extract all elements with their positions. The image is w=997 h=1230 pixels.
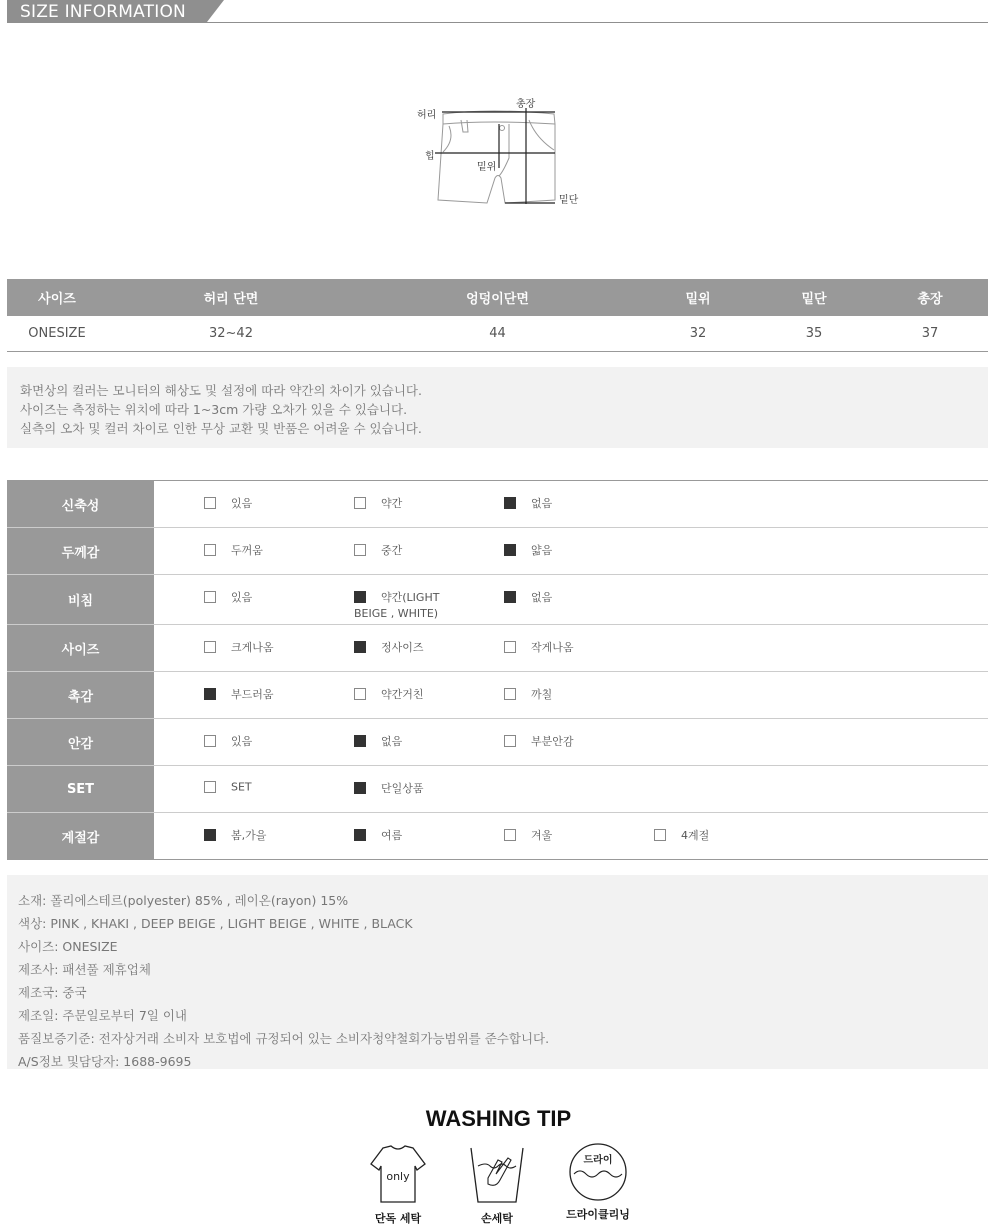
unchecked-box-icon[interactable] (504, 641, 516, 653)
attribute-option-label: 단일상품 (381, 782, 424, 795)
dry-clean-text: 드라이 (583, 1155, 613, 1166)
size-table-header: 총장 (872, 279, 988, 316)
notice-line: 화면상의 컬러는 모니터의 해상도 및 설정에 따라 약간의 차이가 있습니다. (20, 383, 422, 398)
attribute-option (354, 495, 402, 511)
attribute-name: 촉감 (7, 672, 154, 718)
attribute-option-label: 봄,가을 (231, 829, 267, 842)
rise-label: 밑위 (477, 162, 497, 173)
notice-box (7, 367, 988, 448)
table-cell: 32~42 (107, 316, 355, 352)
unchecked-box-icon[interactable] (354, 544, 366, 556)
attribute-option-label: 없음 (381, 735, 403, 748)
attribute-option-label: 작게나옴 (531, 641, 574, 654)
info-country: 제조국: 중국 (18, 985, 87, 1000)
washing-tip-title: WASHING TIP (425, 1106, 572, 1131)
attribute-row (7, 625, 988, 672)
checked-box-icon[interactable] (204, 829, 216, 841)
attribute-option (204, 827, 266, 843)
attribute-row (7, 719, 988, 766)
attribute-option (654, 827, 709, 843)
table-cell: 35 (756, 316, 872, 352)
attribute-option-label: 중간 (381, 544, 403, 557)
info-colors: 색상: PINK , KHAKI , DEEP BEIGE , LIGHT BEIGE , WHITE , BLACK (18, 916, 413, 931)
checked-box-icon[interactable] (504, 591, 516, 603)
attribute-name: 사이즈 (7, 625, 154, 671)
attribute-name: 안감 (7, 719, 154, 765)
checked-box-icon[interactable] (504, 544, 516, 556)
attribute-option (504, 733, 574, 749)
checked-box-icon[interactable] (354, 735, 366, 747)
unchecked-box-icon[interactable] (504, 688, 516, 700)
attribute-row (7, 813, 988, 860)
attribute-option (354, 542, 402, 558)
checked-box-icon[interactable] (204, 688, 216, 700)
attribute-option (354, 780, 424, 796)
attribute-option-label: 두꺼움 (231, 544, 263, 557)
attribute-option (504, 827, 552, 843)
table-cell: ONESIZE (7, 316, 107, 352)
attribute-option (504, 495, 552, 511)
wash-label-dry: 드라이클리닝 (566, 1208, 630, 1221)
table-row (7, 316, 988, 352)
unchecked-box-icon[interactable] (504, 829, 516, 841)
attribute-name: 계절감 (7, 813, 154, 859)
attribute-option-label: 까칠 (531, 688, 553, 701)
checked-box-icon[interactable] (354, 641, 366, 653)
section-header-rule (7, 22, 988, 23)
attribute-option-label: 약간거친 (381, 688, 424, 701)
attribute-option-label: 부드러움 (231, 688, 274, 701)
dry-clean-icon (568, 1142, 628, 1202)
attribute-option-label: 크게나옴 (231, 641, 274, 654)
unchecked-box-icon[interactable] (204, 781, 216, 793)
attribute-option (354, 733, 402, 749)
size-table-header: 허리 단면 (107, 279, 355, 316)
info-manufacture-date: 제조일: 주문일로부터 7일 이내 (18, 1008, 187, 1023)
attribute-option-label: 있음 (231, 497, 253, 510)
shorts-measurement-diagram (405, 90, 595, 215)
attribute-row (7, 766, 988, 813)
size-table-header: 밑단 (756, 279, 872, 316)
size-table (7, 279, 988, 352)
attribute-option (204, 589, 252, 605)
attribute-row (7, 672, 988, 719)
wash-label-alone: 단독 세탁 (374, 1212, 422, 1225)
attribute-option (204, 686, 274, 702)
checked-box-icon[interactable] (504, 497, 516, 509)
checked-box-icon[interactable] (354, 782, 366, 794)
hand-wash-icon (468, 1144, 526, 1206)
attribute-option-label: 약간 (381, 497, 403, 510)
unchecked-box-icon[interactable] (354, 497, 366, 509)
unchecked-box-icon[interactable] (354, 688, 366, 700)
size-table-header: 사이즈 (7, 279, 107, 316)
unchecked-box-icon[interactable] (204, 735, 216, 747)
attribute-option-label: 없음 (531, 497, 553, 510)
tshirt-only-text: only (386, 1170, 410, 1183)
info-manufacturer: 제조사: 패션풀 제휴업체 (18, 962, 151, 977)
attribute-option (504, 542, 552, 558)
unchecked-box-icon[interactable] (204, 591, 216, 603)
attribute-option (504, 686, 552, 702)
unchecked-box-icon[interactable] (204, 641, 216, 653)
table-cell: 37 (872, 316, 988, 352)
attribute-option (204, 495, 252, 511)
unchecked-box-icon[interactable] (654, 829, 666, 841)
checked-box-icon[interactable] (354, 591, 366, 603)
product-info-box (7, 875, 988, 1069)
waist-label: 허리 (417, 110, 437, 121)
attribute-row (7, 528, 988, 575)
notice-line: 실측의 오차 및 컬러 차이로 인한 무상 교환 및 반품은 어려울 수 있습니다. (20, 421, 422, 436)
unchecked-box-icon[interactable] (504, 735, 516, 747)
attribute-option-label: 여름 (381, 829, 403, 842)
attribute-option-label: 얇음 (531, 544, 553, 557)
info-as-contact: A/S정보 및담당자: 1688-9695 (18, 1054, 192, 1069)
info-size: 사이즈: ONESIZE (18, 939, 118, 954)
table-cell: 32 (640, 316, 756, 352)
total-length-label: 총장 (516, 99, 536, 110)
attribute-option (354, 827, 402, 843)
hem-label: 밑단 (559, 195, 579, 206)
attribute-option (354, 639, 424, 655)
attribute-option-label-continued: BEIGE , WHITE) (354, 607, 439, 620)
size-table-header: 밑위 (640, 279, 756, 316)
attribute-option (354, 686, 424, 702)
unchecked-box-icon[interactable] (204, 497, 216, 509)
attribute-option (354, 589, 439, 620)
attribute-name: SET (7, 766, 154, 812)
info-material: 소재: 폴리에스테르(polyester) 85% , 레이온(rayon) 15% (18, 893, 349, 908)
section-header-title: SIZE INFORMATION (20, 2, 186, 22)
attribute-option (504, 639, 574, 655)
attribute-option-label: 약간(LIGHT (381, 591, 440, 604)
unchecked-box-icon[interactable] (204, 544, 216, 556)
attribute-name: 신축성 (7, 481, 154, 527)
size-table-header-row (7, 279, 988, 316)
attribute-option (204, 780, 252, 794)
attribute-option-label: SET (231, 780, 252, 794)
attribute-option (504, 589, 552, 605)
attribute-option (204, 639, 274, 655)
wash-label-hand: 손세탁 (481, 1212, 513, 1225)
table-cell: 44 (355, 316, 640, 352)
attribute-option-label: 부분안감 (531, 735, 574, 748)
attribute-option-label: 정사이즈 (381, 641, 424, 654)
attribute-option (204, 733, 252, 749)
attribute-name: 비침 (7, 575, 154, 624)
size-table-header: 엉덩이단면 (355, 279, 640, 316)
hip-label: 힙 (425, 151, 435, 162)
attribute-option-label: 겨울 (531, 829, 553, 842)
notice-line: 사이즈는 측정하는 위치에 따라 1~3cm 가량 오차가 있을 수 있습니다. (20, 402, 408, 417)
attribute-option-label: 있음 (231, 735, 253, 748)
section-header-slant (207, 0, 224, 22)
attribute-option-label: 4계절 (681, 829, 710, 842)
info-quality-standard: 품질보증기준: 전자상거래 소비자 보호법에 규정되어 있는 소비자청약철회가능범위를 준수합니다. (18, 1031, 550, 1046)
checked-box-icon[interactable] (354, 829, 366, 841)
tshirt-only-icon (369, 1144, 427, 1206)
attribute-option (204, 542, 263, 558)
attribute-row (7, 481, 988, 528)
attribute-name: 두께감 (7, 528, 154, 574)
attribute-option-label: 없음 (531, 591, 553, 604)
attribute-row (7, 575, 988, 625)
attribute-option-label: 있음 (231, 591, 253, 604)
